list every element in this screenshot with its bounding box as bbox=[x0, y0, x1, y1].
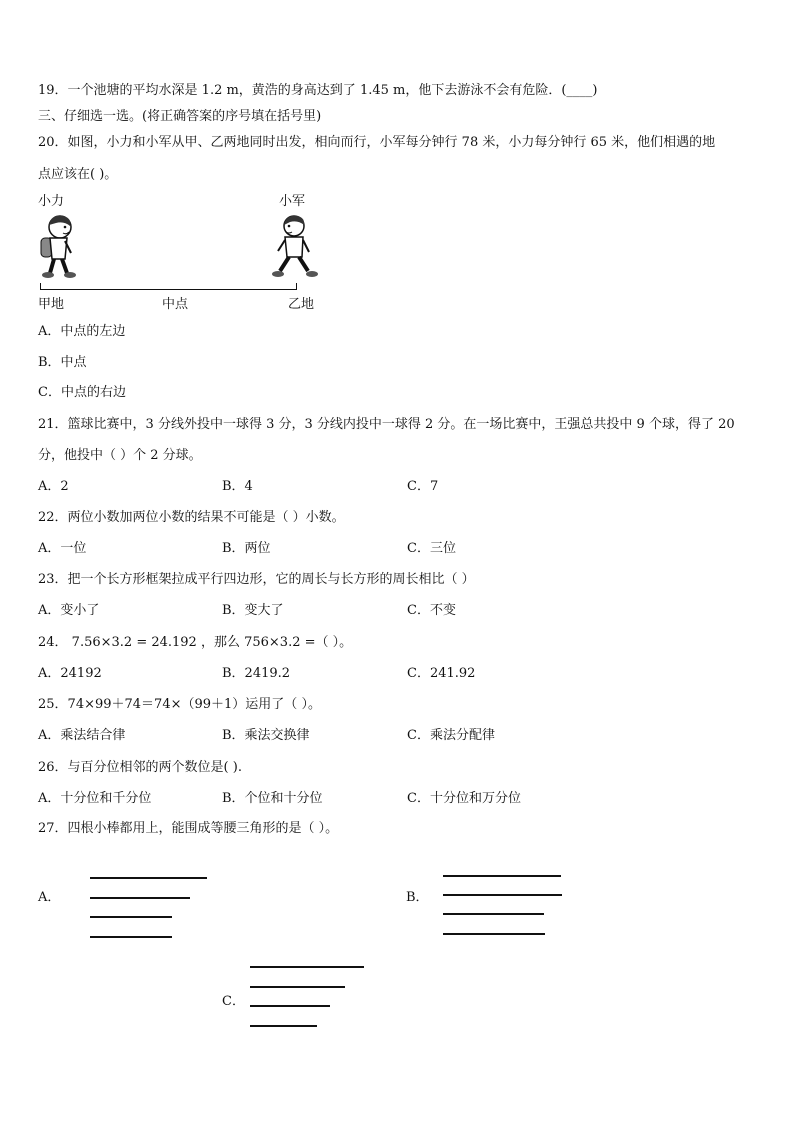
question-24-option-b: B．2419.2 bbox=[222, 666, 291, 681]
stick bbox=[90, 897, 190, 899]
question-27-option-b: B． bbox=[406, 890, 429, 905]
route-line bbox=[40, 289, 297, 290]
question-22-option-c: C．三位 bbox=[407, 541, 456, 556]
question-27-option-c: C． bbox=[222, 994, 245, 1009]
question-20-line2: 点应该在( )。 bbox=[38, 167, 118, 182]
question-23-option-c: C．不变 bbox=[407, 603, 456, 618]
question-25-option-b: B．乘法交换律 bbox=[222, 728, 310, 743]
question-21-option-a: A．2 bbox=[38, 479, 69, 494]
question-23-option-a: A．变小了 bbox=[38, 603, 100, 618]
stick bbox=[443, 913, 544, 915]
question-19: 19．一个池塘的平均水深是 1.2 m，黄浩的身高达到了 1.45 m，他下去游泳不会有危险．(____) bbox=[38, 83, 598, 98]
question-20-option-b: B．中点 bbox=[38, 355, 87, 370]
question-21-line1: 21．篮球比赛中，3 分线外投中一球得 3 分，3 分线内投中一球得 2 分。在一场比赛中，王强总共投中 9 个球，得了 20 bbox=[38, 417, 735, 432]
question-22: 22．两位小数加两位小数的结果不可能是（ ）小数。 bbox=[38, 510, 345, 525]
question-26-option-c: C．十分位和万分位 bbox=[407, 791, 521, 806]
section-3-heading: 三、仔细选一选。(将正确答案的序号填在括号里) bbox=[38, 109, 322, 124]
question-21-line2: 分，他投中（ ）个 2 分球。 bbox=[38, 448, 202, 463]
question-27-option-a: A． bbox=[38, 890, 61, 905]
stick bbox=[90, 877, 207, 879]
question-23-option-b: B．变大了 bbox=[222, 603, 284, 618]
route-label-mid: 中点 bbox=[162, 297, 189, 312]
question-24-option-c: C．241.92 bbox=[407, 666, 476, 681]
stick bbox=[250, 986, 345, 988]
question-20-option-a: A．中点的左边 bbox=[38, 324, 126, 339]
route-tick-end bbox=[296, 283, 297, 290]
stick bbox=[443, 894, 562, 896]
stick bbox=[250, 966, 364, 968]
question-24-option-a: A．24192 bbox=[38, 666, 102, 681]
stick bbox=[90, 916, 172, 918]
boy-walking-figure bbox=[270, 211, 322, 283]
question-25-option-c: C．乘法分配律 bbox=[407, 728, 495, 743]
question-21-option-b: B．4 bbox=[222, 479, 253, 494]
question-26: 26．与百分位相邻的两个数位是( ). bbox=[38, 760, 242, 775]
stick bbox=[250, 1005, 330, 1007]
question-21-option-c: C．7 bbox=[407, 479, 439, 494]
question-25: 25．74×99＋74＝74×（99＋1）运用了（ ）。 bbox=[38, 697, 321, 712]
question-26-option-b: B．个位和十分位 bbox=[222, 791, 323, 806]
stick bbox=[250, 1025, 317, 1027]
question-20-line1: 20．如图，小力和小军从甲、乙两地同时出发，相向而行，小军每分钟行 78 米，小力每分钟行 65 米，他们相遇的地 bbox=[38, 135, 716, 150]
walker-left-name: 小力 bbox=[38, 194, 65, 209]
question-20-option-c: C．中点的右边 bbox=[38, 385, 126, 400]
route-label-start: 甲地 bbox=[38, 297, 65, 312]
question-27: 27．四根小棒都用上，能围成等腰三角形的是（ ）。 bbox=[38, 821, 339, 836]
question-22-option-a: A．一位 bbox=[38, 541, 87, 556]
stick bbox=[443, 875, 561, 877]
question-25-option-a: A．乘法结合律 bbox=[38, 728, 126, 743]
question-23: 23．把一个长方形框架拉成平行四边形，它的周长与长方形的周长相比（ ） bbox=[38, 572, 475, 587]
boy-with-backpack-figure bbox=[34, 211, 82, 283]
walker-right-name: 小军 bbox=[279, 194, 306, 209]
stick bbox=[443, 933, 545, 935]
question-24: 24． 7.56×3.2 = 24.192 ，那么 756×3.2 =（ ）。 bbox=[38, 635, 353, 650]
route-tick-start bbox=[40, 283, 41, 290]
route-label-end: 乙地 bbox=[288, 297, 315, 312]
stick bbox=[90, 936, 172, 938]
question-22-option-b: B．两位 bbox=[222, 541, 271, 556]
question-26-option-a: A．十分位和千分位 bbox=[38, 791, 152, 806]
